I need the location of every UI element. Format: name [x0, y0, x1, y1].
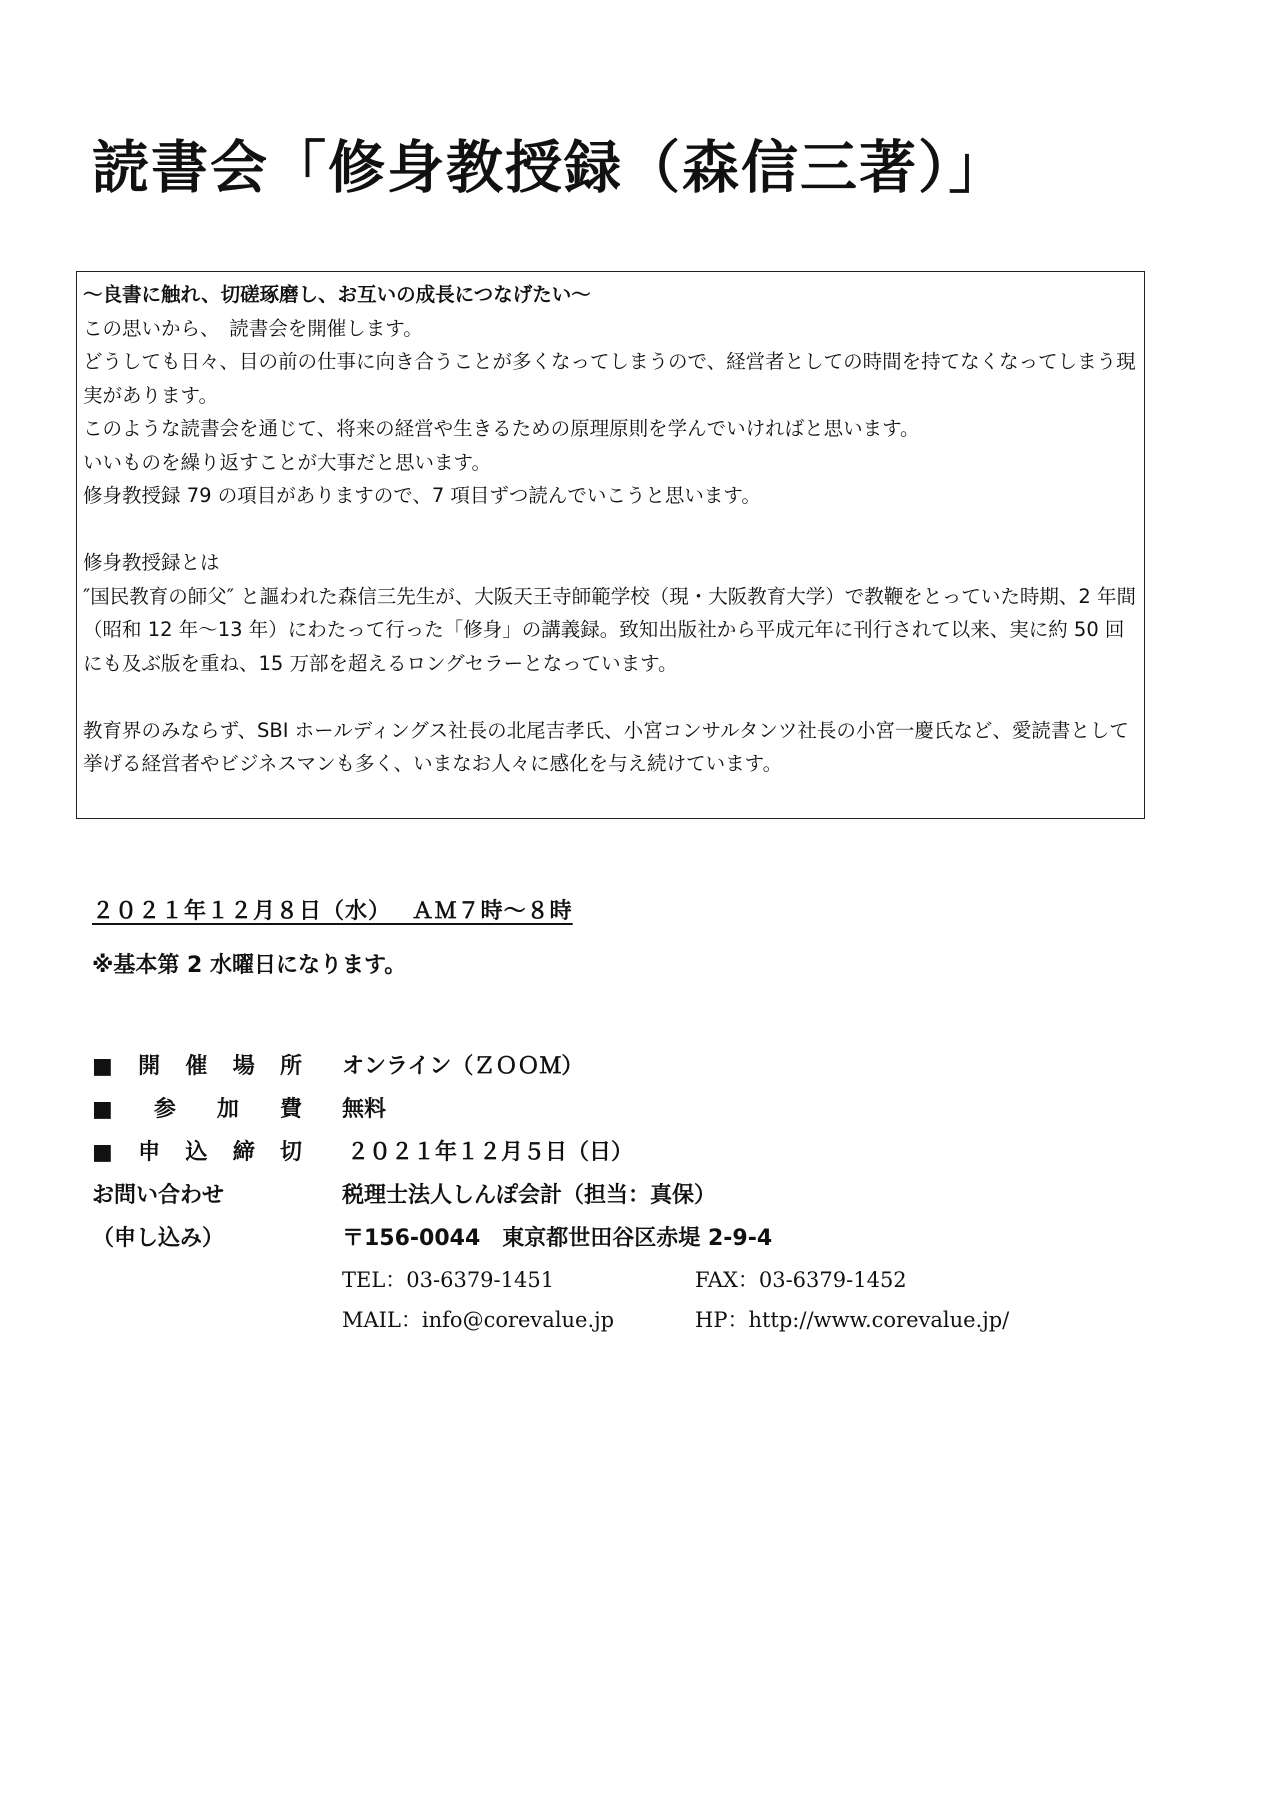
homepage-link[interactable]: HP：http://www.corevalue.jp/	[695, 1308, 1010, 1332]
intro-line-3: このような読書会を通じて、将来の経営や生きるための原理原則を学んでいければと思います。	[83, 417, 920, 440]
venue-label: ■開催場所	[92, 1054, 302, 1079]
mail-link[interactable]: MAIL：info@corevalue.jp	[342, 1308, 615, 1332]
readers-text: 教育界のみならず、SBI ホールディングス社長の北尾吉孝氏、小宮コンサルタンツ社長の小宮一慶氏など、愛読書として挙げる経営者やビジネスマンも多く、いまなお人々に感化を与え続けています。	[83, 718, 1129, 775]
intro-box	[76, 271, 1145, 819]
fee-label: ■参加費	[92, 1097, 302, 1122]
page-title: 読書会「修身教授録（森信三著）」	[92, 135, 1008, 201]
apply-label: （申し込み）	[92, 1226, 225, 1251]
intro-line-5: 修身教授録 79 の項目がありますので、7 項目ずつ読んでいこうと思います。	[83, 484, 761, 507]
fax-text: FAX：03-6379-1452	[695, 1268, 907, 1292]
address-value: 〒156-0044 東京都世田谷区赤堤 2-9-4	[342, 1226, 773, 1251]
paragraph-spacer	[83, 680, 1138, 714]
venue-value: オンライン（ＺＯＯＭ）	[342, 1054, 584, 1079]
intro-lead: ～良書に触れ、切磋琢磨し、お互いの成長につなげたい～	[83, 283, 591, 306]
contact-label: お問い合わせ	[92, 1183, 225, 1208]
fee-value: 無料	[342, 1097, 387, 1122]
contact-value: 税理士法人しんぽ会計（担当：真保）	[342, 1183, 717, 1208]
tel-text: TEL：03-6379-1451	[342, 1268, 555, 1292]
paragraph-spacer	[83, 513, 1138, 547]
event-date: ２０２１年１２月８日（水） ＡＭ７時～８時	[92, 899, 573, 924]
web-row	[342, 1304, 1010, 1334]
about-text: ″国民教育の師父″ と謳われた森信三先生が、大阪天王寺師範学校（現・大阪教育大学）で教鞭をとっていた時期、2 年間（昭和 12 年～13 年）にわたって行った「修身」の講義録。致知出版社から平成元年に刊行されて以来、実に約 50 回にも及ぶ版を重ね、15 万部を超えるロングセラーとなっています。	[83, 584, 1136, 675]
phone-row	[342, 1264, 907, 1294]
schedule-note: ※基本第 2 水曜日になります。	[92, 953, 407, 978]
intro-line-4: いいものを繰り返すことが大事だと思います。	[83, 450, 491, 474]
intro-line-1: この思いから、 読書会を開催します。	[83, 316, 423, 340]
intro-line-2: どうしても日々、目の前の仕事に向き合うことが多くなってしまうので、経営者としての時間を持てなくなってしまう現実があります。	[83, 350, 1136, 407]
about-heading: 修身教授録とは	[83, 551, 220, 574]
deadline-label: ■申込締切	[92, 1140, 302, 1165]
deadline-value: ２０２１年１２月５日（日）	[347, 1140, 634, 1165]
